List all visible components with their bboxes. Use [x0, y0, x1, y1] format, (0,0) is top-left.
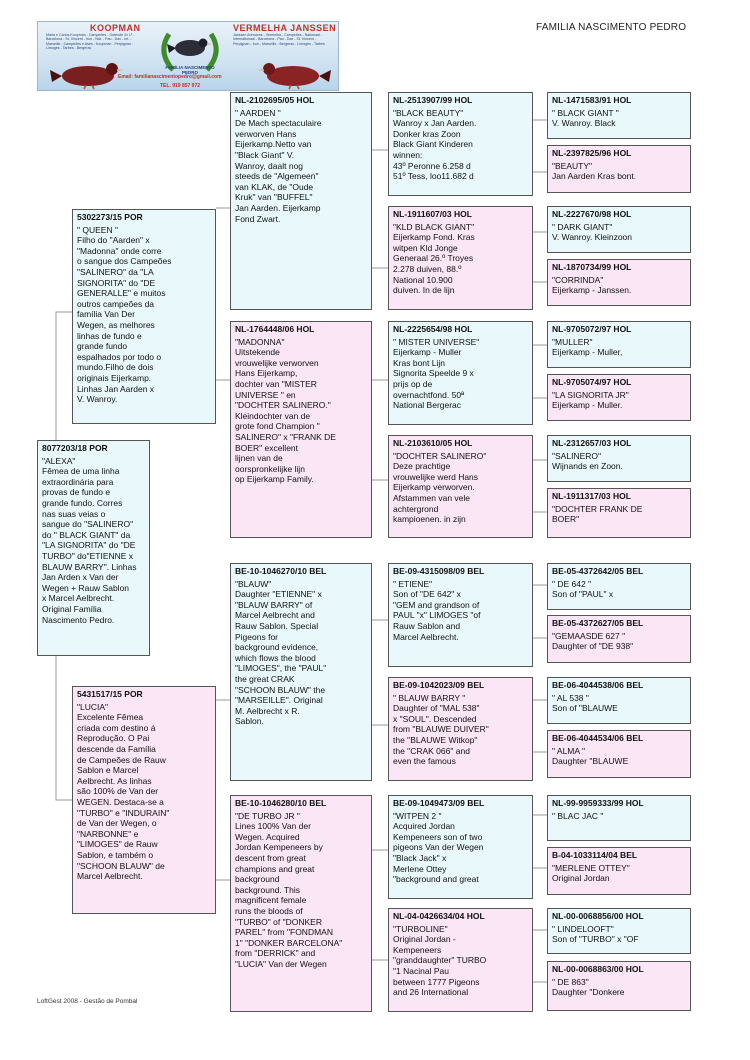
- ring-number: NL-2102695/05 HOL: [235, 95, 315, 105]
- pedigree-gen3-card[interactable]: [388, 563, 533, 667]
- ring-number: NL-00-0068863/00 HOL: [552, 964, 644, 974]
- pigeon-description: " DE 642 " Son of "PAUL" x: [552, 578, 614, 600]
- pedigree-gen4-card[interactable]: [547, 615, 691, 663]
- logo-left-text: Maria e Carlos Koopman - Campeões - Ostende 2x 1º - Barcelona - St. Vincent - Irun - Nat. - Pau - Dax - Int. - Marseille - Campeões e Ases - Koopman - Perpignan - Limoges - Tarbes - Bergerac: [46, 33, 135, 50]
- software-footer: LoftGest 2008 - Gestão de Pombal: [37, 998, 138, 1005]
- pigeon-description: "BLACK BEAUTY" Wanroy x Jan Aarden. Donker kras Zoon Black Giant Kinderen winnen: 43º Peronne 6.258 d 51º Tess, loo11.682 d: [393, 107, 477, 182]
- ring-number: NL-9705074/97 HOL: [552, 377, 632, 387]
- pigeon-description: " BLACK GIANT " V. Wanroy. Black: [552, 107, 619, 129]
- ring-number: BE-06-4044534/06 BEL: [552, 733, 644, 743]
- pigeon-description: " BLAC JAC ": [552, 810, 604, 821]
- logo-email: Email: familianascimentopedro@gmail.com: [118, 74, 222, 80]
- ring-number: BE-06-4044538/06 BEL: [552, 680, 644, 690]
- pigeon-description: "DOCHTER FRANK DE BOER": [552, 503, 643, 525]
- pigeon-description: " MISTER UNIVERSE" Eijerkamp - Muller Kras bont Lijn Signorita Speelde 9 x prijs op de overnachtfond. 50ª National Bergerac: [393, 336, 480, 411]
- pigeon-description: "DE TURBO JR " Lines 100% Van der Wegen. Acquired Jordan Kempeneers by descent from great champions and great background background. This magnificent female runs the bloods of "TURBO" of "DONKER PAREL" from "FONDMAN 1" "DONKER BARCELONA" from "DERRICK" and "LUCIA" Van der Wegen: [235, 810, 343, 969]
- pigeon-description: " DARK GIANT" V. Wanroy. Kleinzoon: [552, 221, 633, 243]
- pedigree-gen4-card[interactable]: [547, 321, 691, 368]
- pedigree-gen4-card[interactable]: [547, 259, 691, 306]
- pedigree-gen2-card[interactable]: [230, 795, 372, 1012]
- pigeon-description: "DOCHTER SALINERO" Deze prachtige vrouwelijke werd Hans Eijerkamp verworven. Afstammen van vele achtergrond kampioenen. in zijn: [393, 450, 487, 525]
- pedigree-gen4-card[interactable]: [547, 795, 691, 841]
- pedigree-gen4-card[interactable]: [547, 730, 691, 778]
- pigeon-description: "SALINERO" Wijnands en Zoon.: [552, 450, 623, 472]
- pigeon-description: "ALEXA" Fêmea de uma linha extraordinária para provas de fundo e grande fundo. Corres nas suas veias o sangue do "SALINERO" do " BLACK GIANT" da "LA SIGNORITA" do "DE TURBO" do"ETIENNE x BLAUW BARRY". Linhas Jan Arden x Van der Wegen + Rauw Sablon x Marcel Aelbrecht. Original Família Nascimento Pedro.: [42, 455, 137, 625]
- pigeon-description: "LUCIA" Excelente Fêmea criada com destino á Reprodução. O Pai descende da Família de Campeões de Rauw Sablon e Marcel Aelbrecht. As linhas são 100% de Van der WEGEN. Destaca-se a "TURBO" e "INDURAIN" de Van der Wegen, o "NARBONNE" e "LIMOGES" de Rauw Sablon, e também o "SCHOON BLAUW" de Marcel Aelbrecht.: [77, 701, 170, 882]
- pedigree-gen3-card[interactable]: [388, 908, 533, 1012]
- ring-number: NL-99-9959333/99 HOL: [552, 798, 644, 808]
- pigeon-description: "TURBOLINE" Original Jordan - Kempeneers "granddaughter" TURBO "1 Nacinal Pau between 1777 Pigeons and 26 International: [393, 923, 487, 998]
- ring-number: NL-2103610/05 HOL: [393, 438, 473, 448]
- ring-number: BE-05-4372627/05 BEL: [552, 618, 644, 628]
- pigeon-description: " DE 863" Daughter "Donkere: [552, 976, 625, 998]
- pedigree-gen2-card[interactable]: [230, 92, 372, 310]
- ring-number: BE-10-1046270/10 BEL: [235, 566, 327, 576]
- pigeon-description: "MERLENE OTTEY" Original Jordan: [552, 862, 630, 884]
- pedigree-gen4-card[interactable]: [547, 563, 691, 610]
- ring-number: NL-00-0068856/00 HOL: [552, 911, 644, 921]
- ring-number: 5302273/15 POR: [77, 212, 143, 222]
- logo-phone: TEL. 919 857 972: [160, 83, 201, 89]
- pigeon-description: "MADONNA" Uitstekende vrouwelijke verworven Hans Eijerkamp, dochter van "MISTER UNIVERSE " en "DOCHTER SALINERO." Kleindochter van de grote fond Champion " SALINERO" x "FRANK DE BOER" excellent lijnen van de oorspronkelijke lijn op Eijerkamp Family.: [235, 336, 336, 485]
- pedigree-gen3-card[interactable]: [388, 677, 533, 781]
- ring-number: NL-2225654/98 HOL: [393, 324, 473, 334]
- logo-family-name: FAMÍLIA NASCIMENTO PEDRO: [165, 65, 215, 75]
- ring-number: NL-1870734/99 HOL: [552, 262, 632, 272]
- pigeon-description: " LINDELOOFT" Son of "TURBO" x "OF: [552, 923, 639, 945]
- pigeon-description: " BLAUW BARRY " Daughter of "MAL 538" x "SOUL". Descended from "BLAUWE DUIVER" the "BLAUWE Witkop" the "CRAK 066" and even the famous: [393, 692, 489, 767]
- pedigree-gen2-card[interactable]: [230, 321, 372, 538]
- ring-number: NL-1911607/03 HOL: [393, 209, 472, 219]
- pigeon-left-icon: [48, 58, 128, 90]
- pedigree-gen4-card[interactable]: [547, 435, 691, 482]
- pedigree-gen4-card[interactable]: [547, 206, 691, 253]
- pedigree-dam-card[interactable]: [72, 686, 216, 914]
- ring-number: BE-09-1049473/09 BEL: [393, 798, 485, 808]
- pigeon-description: " QUEEN " Filho do "Aarden" x "Madonna" onde corre o sangue dos Campeões "SALINERO" da "LA SIGNORITA" do "DE GENERALLE" e muitos outros campeões da família Van Der Wegen, as melhores linhas de fundo e grande fundo espalhados por todo o mundo.Filho de dois originais Eijerkamp. Linhas Jan Aarden x V. Wanroy.: [77, 224, 172, 405]
- pedigree-gen4-card[interactable]: [547, 488, 691, 538]
- ring-number: NL-2513907/99 HOL: [393, 95, 473, 105]
- pigeon-description: "KLD BLACK GIANT" Eijerkamp Fond. Kras witpen Kld Jonge Generaal 26.º Troyes 2.278 duiven, 88.º National 10.900 duiven. In de lijn: [393, 221, 475, 296]
- pigeon-description: "MULLER" Eijerkamp - Muller,: [552, 336, 623, 358]
- pedigree-gen4-card[interactable]: [547, 961, 691, 1011]
- pedigree-gen4-card[interactable]: [547, 677, 691, 724]
- ring-number: NL-1911317/03 HOL: [552, 491, 631, 501]
- pedigree-gen3-card[interactable]: [388, 321, 533, 425]
- ring-number: 5431517/15 POR: [77, 689, 143, 699]
- pedigree-subject-card[interactable]: [37, 440, 150, 656]
- pedigree-gen4-card[interactable]: [547, 92, 691, 139]
- ring-number: NL-2227670/98 HOL: [552, 209, 632, 219]
- ring-number: BE-05-4372642/05 BEL: [552, 566, 644, 576]
- ring-number: NL-04-0426634/04 HOL: [393, 911, 485, 921]
- family-name: FAMILIA NASCIMENTO PEDRO: [536, 22, 687, 33]
- pigeon-description: " AL 538 " Son of "BLAUWE: [552, 692, 618, 714]
- pigeon-description: "WITPEN 2 " Acquired Jordan Kempeneers son of two pigeons Van der Wegen "Black Jack" x Merlene Ottey "background and great: [393, 810, 484, 885]
- pedigree-gen3-card[interactable]: [388, 92, 533, 196]
- pigeon-right-icon: [253, 58, 333, 90]
- pedigree-gen3-card[interactable]: [388, 795, 533, 899]
- logo-left-title: KOOPMAN: [90, 23, 141, 33]
- pedigree-gen4-card[interactable]: [547, 908, 691, 954]
- pigeon-description: "GEMAASDE 627 " Daughter of "DE 938": [552, 630, 634, 652]
- ring-number: BE-09-1042023/09 BEL: [393, 680, 485, 690]
- ring-number: 8077203/18 POR: [42, 443, 108, 453]
- logo-right-title: VERMELHA JANSSEN: [233, 23, 337, 33]
- pigeon-description: " ALMA " Daughter "BLAUWE: [552, 745, 629, 767]
- ring-number: BE-10-1046280/10 BEL: [235, 798, 327, 808]
- pigeon-description: "LA SIGNORITA JR" Eijerkamp - Muller.: [552, 389, 629, 411]
- ring-number: BE-09-4315098/09 BEL: [393, 566, 485, 576]
- pedigree-gen3-card[interactable]: [388, 206, 533, 310]
- pigeon-description: "BLAUW" Daughter "ETIENNE" x "BLAUW BARRY" of Marcel Aelbrecht and Rauw Sablon. Special Pigeons for background evidence, which flows the blood "LIMOGES", the "PAUL" the great CRAK "SCHOON BLAUW" the "MARSEILLE". Original M. Aelbrecht x R. Sablon.: [235, 578, 327, 727]
- ring-number: NL-1764448/06 HOL: [235, 324, 315, 334]
- loft-logo-banner: [37, 21, 339, 91]
- ring-number: NL-9705072/97 HOL: [552, 324, 632, 334]
- pedigree-sire-card[interactable]: [72, 209, 216, 424]
- pedigree-gen2-card[interactable]: [230, 563, 372, 781]
- pedigree-gen3-card[interactable]: [388, 435, 533, 538]
- ring-number: NL-2397825/96 HOL: [552, 148, 632, 158]
- logo-right-text: Janssen Arendonk - Vermelha - Campeões - Nationaal - Internationaal - Barcelona - Pau - Dax - St. Vincent - Perpignan - Irun - Marseille - Bergerac - Limoges - Tarbes: [233, 33, 325, 46]
- pedigree-gen4-card[interactable]: [547, 374, 691, 421]
- ring-number: NL-2312657/03 HOL: [552, 438, 632, 448]
- ring-number: B-04-1033114/04 BEL: [552, 850, 638, 860]
- pedigree-gen4-card[interactable]: [547, 145, 691, 193]
- pigeon-description: "CORRINDA" Eijerkamp - Janssen.: [552, 274, 632, 296]
- pedigree-gen4-card[interactable]: [547, 847, 691, 895]
- pigeon-description: " ETIENE" Son of "DE 642" x "GEM and grandson of PAUL "x" LIMOGES "of Rauw Sablon and Marcel Aelbrecht.: [393, 578, 481, 642]
- pigeon-description: "BEAUTY" Jan Aarden Kras bont.: [552, 160, 637, 182]
- ring-number: NL-1471583/91 HOL: [552, 95, 632, 105]
- pigeon-description: " AARDEN " De Mach spectaculaire verworven Hans Eijerkamp.Netto van "Black Giant" V. Wanroy, daalt nog steeds de "Algemeen" van KLAK, de "Oude Kruk" van "BUFFEL" Jan Aarden. Eijerkamp Fond Zwart.: [235, 107, 322, 224]
